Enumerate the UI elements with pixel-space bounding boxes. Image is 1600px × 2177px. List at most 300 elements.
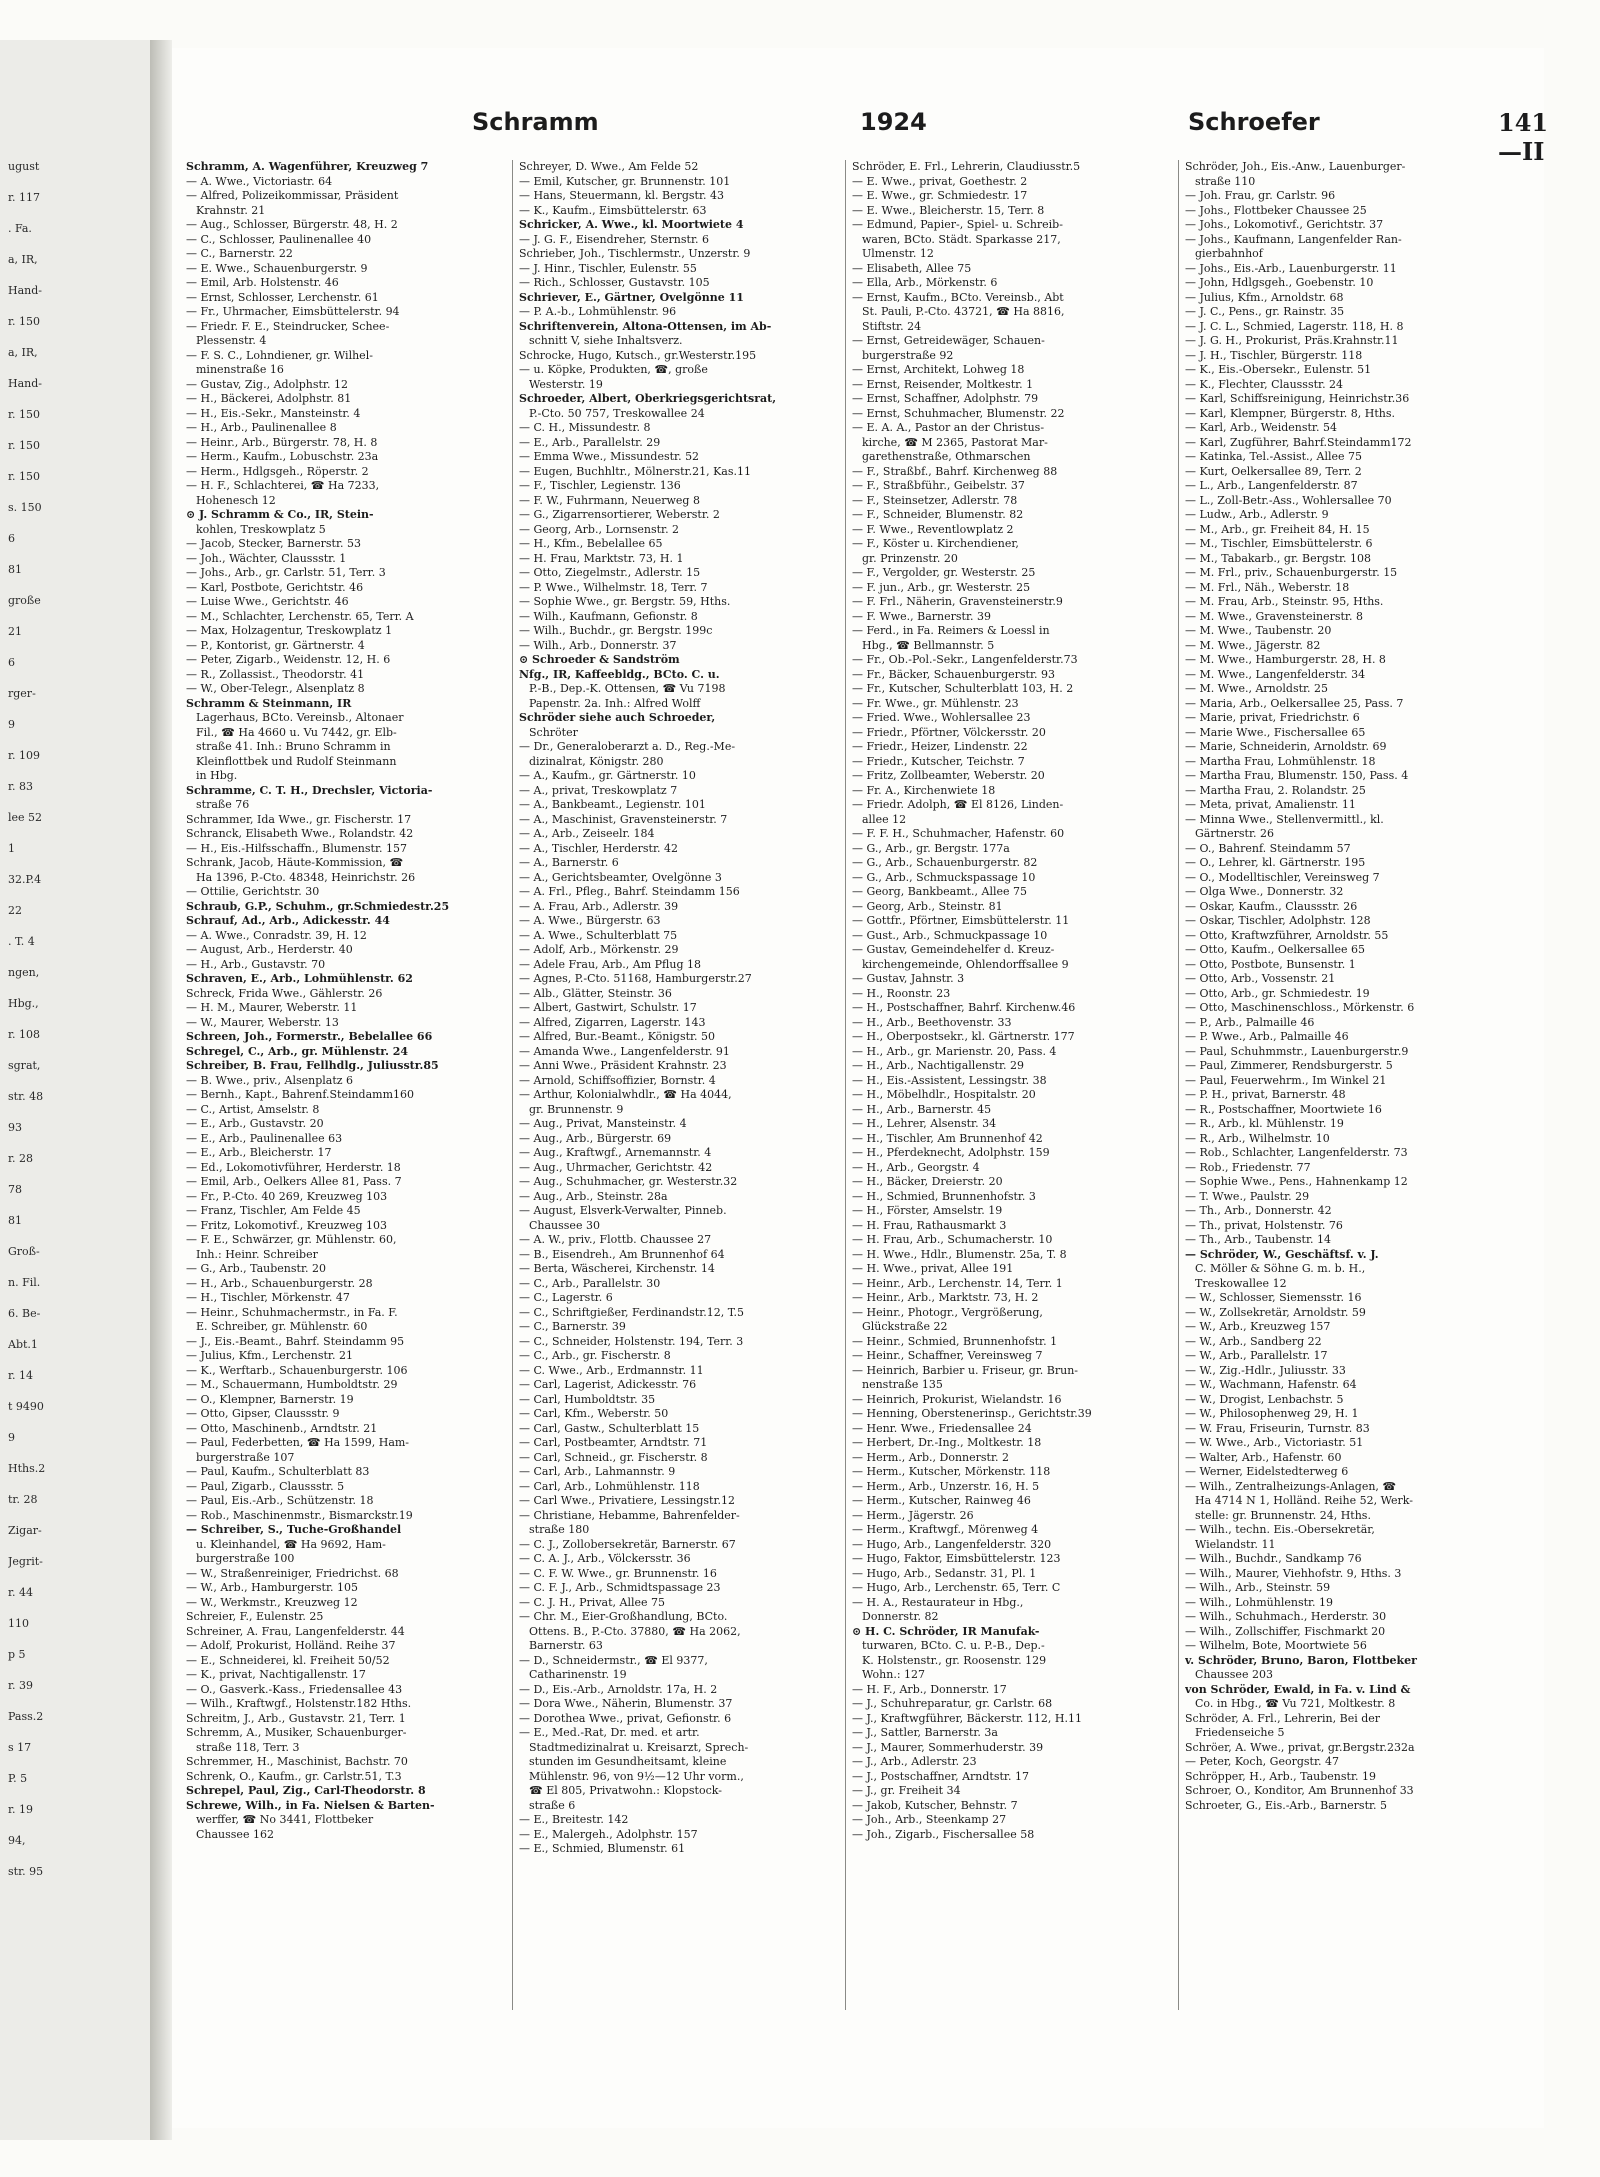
binding-shadow: [150, 40, 172, 2140]
directory-entry: — H. Frau, Rathausmarkt 3: [852, 1218, 1007, 1232]
directory-entry: — H., Tischler, Am Brunnenhof 42: [852, 1131, 1043, 1145]
directory-entry: burgerstraße 100: [196, 1552, 295, 1565]
directory-entry: — E., Arb., Gustavstr. 20: [186, 1117, 324, 1130]
directory-entry: — H., Arb., Schauenburgerstr. 28: [186, 1276, 373, 1290]
directory-entry: Schricker, A. Wwe., kl. Moortwiete 4: [519, 218, 744, 231]
directory-entry: — E., Arb., Parallelstr. 29: [519, 435, 661, 449]
directory-entry: Schriftenverein, Altona-Ottensen, im Ab-: [519, 319, 772, 333]
margin-fragment: . T. 4: [8, 935, 35, 948]
directory-entry: — Johs., Arb., gr. Carlstr. 51, Terr. 3: [186, 566, 386, 579]
directory-entry: — G., Arb., Schauenburgerstr. 82: [852, 856, 1038, 869]
margin-fragment: Abt.1: [8, 1338, 38, 1351]
directory-entry: stelle: gr. Brunnenstr. 24, Hths.: [1195, 1508, 1371, 1522]
directory-entry: — C. A. J., Arb., Völckersstr. 36: [519, 1552, 691, 1565]
directory-entry: — Gustav, Jahnstr. 3: [852, 972, 965, 985]
directory-entry: — Friedr., Pförtner, Völckersstr. 20: [852, 725, 1046, 739]
margin-fragment: t 9490: [8, 1400, 44, 1413]
directory-entry: turwaren, BCto. C. u. P.-B., Dep.-: [862, 1639, 1045, 1652]
directory-entry: — K., Werftarb., Schauenburgerstr. 106: [186, 1363, 408, 1377]
directory-entry: waren, BCto. Städt. Sparkasse 217,: [862, 232, 1061, 246]
directory-entry: — Marie, Schneiderin, Arnoldstr. 69: [1185, 740, 1387, 753]
directory-entry: — W., Arb., Kreuzweg 157: [1185, 1320, 1331, 1333]
directory-entry: Schrieber, Joh., Tischlermstr., Unzerstr. 9: [519, 247, 751, 260]
directory-entry: — Ed., Lokomotivführer, Herderstr. 18: [186, 1160, 401, 1174]
directory-entry: — P., Kontorist, gr. Gärtnerstr. 4: [186, 638, 365, 652]
directory-entry: — Karl, Klempner, Bürgerstr. 8, Hths.: [1185, 406, 1395, 420]
directory-entry: Hohenesch 12: [196, 493, 276, 507]
directory-entry: Donnerstr. 82: [862, 1610, 939, 1623]
directory-entry: — Fried. Wwe., Wohlersallee 23: [852, 711, 1031, 724]
directory-entry: K. Holstenstr., gr. Roosenstr. 129: [862, 1653, 1047, 1667]
directory-entry: — Henning, Oberstenerinsp., Gerichtstr.39: [852, 1407, 1092, 1420]
directory-entry: — Carl, Kfm., Weberstr. 50: [519, 1407, 669, 1420]
directory-entry: — Werner, Eidelstedterweg 6: [1185, 1465, 1349, 1478]
directory-entry: — Wilh., Zollschiffer, Fischmarkt 20: [1185, 1624, 1386, 1638]
directory-entry: — Adele Frau, Arb., Am Pflug 18: [519, 957, 702, 971]
directory-entry: Schreen, Joh., Formerstr., Bebelallee 66: [186, 1030, 433, 1043]
directory-entry: — Ottilie, Gerichtstr. 30: [186, 885, 320, 898]
directory-entry: — F., Straßbführ., Geibelstr. 37: [852, 479, 1025, 492]
directory-entry: Mühlenstr. 96, von 9½—12 Uhr vorm.,: [529, 1769, 744, 1783]
directory-entry: — Ella, Arb., Mörkenstr. 6: [852, 276, 998, 289]
directory-entry: — Fr., Ob.-Pol.-Sekr., Langenfelderstr.73: [852, 653, 1078, 666]
margin-fragment: 93: [8, 1121, 22, 1134]
directory-entry: — Otto, Arb., gr. Schmiedestr. 19: [1185, 986, 1370, 1000]
directory-entry: straße 118, Terr. 3: [196, 1740, 300, 1754]
directory-entry: Chaussee 162: [196, 1827, 274, 1841]
directory-entry: — Aug., Arb., Steinstr. 28a: [519, 1189, 668, 1203]
margin-fragment: 22: [8, 904, 22, 917]
margin-fragment: r. 150: [8, 470, 41, 483]
directory-entry: straße 110: [1195, 174, 1256, 188]
directory-entry: — Paul, Kaufm., Schulterblatt 83: [186, 1465, 370, 1478]
directory-entry: Plessenstr. 4: [196, 334, 267, 347]
directory-entry: — Herm., Hdlgsgeh., Röperstr. 2: [186, 464, 369, 478]
directory-entry: — R., Arb., Wilhelmstr. 10: [1185, 1131, 1330, 1145]
directory-entry: — W., Ober-Telegr., Alsenplatz 8: [186, 682, 365, 695]
directory-entry: — Emil, Kutscher, gr. Brunnenstr. 101: [519, 174, 731, 188]
directory-entry: Lagerhaus, BCto. Vereinsb., Altonaer: [196, 711, 404, 724]
directory-entry: — Peter, Zigarb., Weidenstr. 12, H. 6: [186, 653, 391, 666]
directory-entry: — Schreiber, S., Tuche-Großhandel: [186, 1523, 402, 1536]
directory-entry: ⊙ H. C. Schröder, IR Manufak-: [852, 1624, 1040, 1638]
directory-entry: — Marie, privat, Friedrichstr. 6: [1185, 711, 1360, 724]
directory-entry: straße 6: [529, 1798, 576, 1812]
directory-entry: Schraub, G.P., Schuhm., gr.Schmiedestr.25: [186, 899, 450, 913]
directory-entry: — F., Köster u. Kirchendiener,: [852, 537, 1019, 550]
directory-entry: ☎ El 805, Privatwohn.: Klopstock-: [529, 1784, 722, 1797]
directory-entry: — C. Wwe., Arb., Erdmannstr. 11: [519, 1363, 704, 1377]
directory-entry: — Carl, Arb., Lahmannstr. 9: [519, 1465, 676, 1478]
margin-fragment: str. 95: [8, 1865, 44, 1878]
margin-fragment: r. 83: [8, 780, 34, 793]
directory-entry: — H., Schmied, Brunnenhofstr. 3: [852, 1189, 1036, 1203]
directory-entry: — Wilh., techn. Eis.-Obersekretär,: [1185, 1523, 1375, 1536]
margin-fragment: Jegrit-: [8, 1555, 43, 1568]
directory-entry: — August, Arb., Herderstr. 40: [186, 943, 353, 956]
directory-entry: — Friedr., Heizer, Lindenstr. 22: [852, 740, 1028, 753]
directory-entry: Barnerstr. 63: [529, 1639, 603, 1652]
directory-entry: — Fr., P.-Cto. 40 269, Kreuzweg 103: [186, 1189, 388, 1203]
directory-entry: — R., Arb., kl. Mühlenstr. 19: [1185, 1117, 1344, 1130]
directory-entry: — Th., Arb., Taubenstr. 14: [1185, 1233, 1332, 1246]
directory-entry: Schrauf, Ad., Arb., Adickesstr. 44: [186, 914, 390, 927]
directory-entry: — K., Flechter, Claussstr. 24: [1185, 377, 1344, 391]
directory-entry: — F. Wwe., Reventlowplatz 2: [852, 522, 1014, 536]
directory-entry: — W., Zig.-Hdlr., Juliusstr. 33: [1185, 1363, 1346, 1377]
directory-entry: — H. M., Maurer, Weberstr. 11: [186, 1001, 358, 1014]
directory-entry: — Wilh., Arb., Steinstr. 59: [1185, 1581, 1331, 1594]
directory-entry: — Meta, privat, Amalienstr. 11: [1185, 798, 1356, 811]
directory-entry: — F. W., Fuhrmann, Neuerweg 8: [519, 493, 700, 507]
directory-entry: — Herm., Kaufm., Lobuschstr. 23a: [186, 450, 379, 463]
directory-entry: — H., Oberpostsekr., kl. Gärtnerstr. 177: [852, 1030, 1075, 1043]
directory-entry: — W., Straßenreiniger, Friedrichst. 68: [186, 1566, 399, 1580]
directory-entry: — Aug., Uhrmacher, Gerichtstr. 42: [519, 1160, 713, 1174]
directory-entry: — O., Modelltischler, Vereinsweg 7: [1185, 870, 1380, 884]
directory-entry: gierbahnhof: [1195, 247, 1263, 260]
margin-fragment: r. 28: [8, 1152, 34, 1165]
margin-fragment: große: [8, 594, 41, 607]
directory-entry: — Max, Holzagentur, Treskowplatz 1: [186, 624, 393, 637]
directory-entry: — Ernst, Architekt, Lohweg 18: [852, 363, 1025, 376]
directory-entry: — Carl, Schneid., gr. Fischerstr. 8: [519, 1450, 708, 1464]
directory-entry: — H., Roonstr. 23: [852, 986, 951, 1000]
directory-entry: — H., Förster, Amselstr. 19: [852, 1204, 1003, 1217]
directory-entry: Schröder siehe auch Schroeder,: [519, 711, 716, 724]
margin-fragment: 78: [8, 1183, 22, 1196]
directory-entry: — Ludw., Arb., Adlerstr. 9: [1185, 508, 1329, 521]
directory-entry: dizinalrat, Königstr. 280: [529, 754, 664, 768]
directory-entry: — M. Wwe., Jägerstr. 82: [1185, 638, 1321, 652]
directory-entry: — M. Frau, Arb., Steinstr. 95, Hths.: [1185, 595, 1384, 608]
directory-entry: Stadtmedizinalrat u. Kreisarzt, Sprech-: [529, 1740, 749, 1754]
directory-entry: — u. Köpke, Produkten, ☎, große: [519, 363, 708, 376]
directory-entry: Schrocke, Hugo, Kutsch., gr.Westerstr.195: [519, 348, 757, 362]
directory-entry: — J., Schuhreparatur, gr. Carlstr. 68: [852, 1697, 1053, 1710]
directory-entry: von Schröder, Ewald, in Fa. v. Lind &: [1185, 1682, 1411, 1696]
directory-entry: — A. Wwe., Schulterblatt 75: [519, 928, 678, 942]
directory-entry: — M., Schlachter, Lerchenstr. 65, Terr. A: [186, 609, 414, 623]
directory-entry: — A., Tischler, Herderstr. 42: [519, 841, 679, 855]
directory-entry: — C. J. H., Privat, Allee 75: [519, 1595, 666, 1609]
directory-entry: Schremm, A., Musiker, Schauenburger-: [186, 1726, 407, 1739]
directory-entry: — C. H., Missundestr. 8: [519, 421, 651, 434]
directory-entry: kohlen, Treskowplatz 5: [196, 522, 326, 536]
directory-entry: — Gust., Arb., Schmuckpassage 10: [852, 928, 1048, 942]
directory-entry: Nfg., IR, Kaffeebldg., BCto. C. u.: [519, 667, 720, 681]
directory-entry: — M., Tabakarb., gr. Bergstr. 108: [1185, 551, 1371, 565]
header-first-entry: Schramm: [472, 108, 599, 136]
directory-entry: schnitt V, siehe Inhaltsverz.: [529, 334, 683, 347]
directory-entry: — Walter, Arb., Hafenstr. 60: [1185, 1450, 1342, 1464]
directory-entry: — Maria, Arb., Oelkersallee 25, Pass. 7: [1185, 696, 1404, 710]
directory-entry: Fil., ☎ Ha 4660 u. Vu 7442, gr. Elb-: [196, 725, 397, 739]
directory-entry: — A. Wwe., Conradstr. 39, H. 12: [186, 928, 367, 942]
directory-entry: — B. Wwe., priv., Alsenplatz 6: [186, 1073, 354, 1087]
directory-entry: — Emil, Arb. Holstenstr. 46: [186, 276, 339, 289]
directory-entry: — D., Eis.-Arb., Arnoldstr. 17a, H. 2: [519, 1682, 718, 1696]
directory-entry: — Gustav, Zig., Adolphstr. 12: [186, 377, 348, 391]
directory-entry: — J. C., Pens., gr. Rainstr. 35: [1185, 305, 1345, 318]
directory-entry: — Ernst, Getreidewäger, Schauen-: [852, 334, 1045, 347]
directory-entry: Schriever, E., Gärtner, Ovelgönne 11: [519, 290, 744, 304]
directory-entry: — E. Wwe., Schauenburgerstr. 9: [186, 261, 368, 275]
margin-fragment: 94,: [8, 1834, 26, 1847]
directory-entry: allee 12: [862, 812, 907, 826]
directory-entry: — H., Arb., Georgstr. 4: [852, 1160, 980, 1174]
directory-entry: — A., Kaufm., gr. Gärtnerstr. 10: [519, 769, 696, 782]
directory-entry: gr. Prinzenstr. 20: [862, 551, 958, 565]
directory-entry: — J., Arb., Adlerstr. 23: [852, 1755, 977, 1768]
directory-entry: — Joh. Frau, gr. Carlstr. 96: [1185, 189, 1336, 202]
directory-column-2: [519, 160, 839, 2010]
directory-entry: — Otto, Maschinenb., Arndtstr. 21: [186, 1421, 378, 1435]
directory-entry: Schreiner, A. Frau, Langenfelderstr. 44: [186, 1624, 405, 1638]
directory-entry: — H., Eis.-Hilfsschaffn., Blumenstr. 157: [186, 841, 407, 855]
directory-entry: — Wilh., Zentralheizungs-Anlagen, ☎: [1185, 1479, 1397, 1493]
directory-entry: — Friedr., Kutscher, Teichstr. 7: [852, 754, 1025, 768]
directory-entry: — F., Vergolder, gr. Westerstr. 25: [852, 566, 1036, 579]
margin-fragment: s. 150: [8, 501, 42, 514]
directory-entry: — Wilh., Maurer, Viehhofstr. 9, Hths. 3: [1185, 1566, 1402, 1580]
directory-entry: — J. Hinr., Tischler, Eulenstr. 55: [519, 261, 697, 275]
directory-entry: — H., Pferdeknecht, Adolphstr. 159: [852, 1146, 1050, 1159]
directory-entry: Kleinflottbek und Rudolf Steinmann: [196, 754, 397, 768]
directory-entry: — Aug., Schlosser, Bürgerstr. 48, H. 2: [186, 218, 398, 231]
directory-entry: — August, Elsverk-Verwalter, Pinneb.: [519, 1204, 727, 1217]
directory-entry: — Olga Wwe., Donnerstr. 32: [1185, 885, 1344, 898]
header-year: 1924: [860, 108, 927, 136]
margin-fragment: 81: [8, 1214, 22, 1227]
directory-entry: — Paul, Feuerwehrm., Im Winkel 21: [1185, 1073, 1387, 1087]
directory-entry: — Ernst, Reisender, Moltkestr. 1: [852, 377, 1034, 391]
margin-fragment: r. 39: [8, 1679, 34, 1692]
margin-fragment: Groß-: [8, 1245, 40, 1258]
directory-entry: — Georg, Arb., Lornsenstr. 2: [519, 522, 680, 536]
directory-entry: — H., Arb., Beethovenstr. 33: [852, 1015, 1012, 1029]
directory-entry: — Herm., Kraftwgf., Mörenweg 4: [852, 1523, 1039, 1536]
directory-entry: — Heinr., Photogr., Vergrößerung,: [852, 1305, 1043, 1319]
directory-entry: burgerstraße 92: [862, 348, 954, 362]
directory-entry: — H., Arb., Barnerstr. 45: [852, 1102, 992, 1116]
directory-entry: — M. Wwe., Taubenstr. 20: [1185, 624, 1332, 637]
directory-entry: — Fritz, Zollbeamter, Weberstr. 20: [852, 769, 1045, 782]
margin-fragment: p 5: [8, 1648, 26, 1661]
directory-entry: — Amanda Wwe., Langenfelderstr. 91: [519, 1044, 730, 1058]
directory-entry: — John, Hdlgsgeh., Goebenstr. 10: [1185, 276, 1374, 289]
margin-fragment: r. 109: [8, 749, 41, 762]
directory-entry: — Carl, Arb., Lohmühlenstr. 118: [519, 1479, 700, 1493]
directory-column-4: [1185, 160, 1505, 2010]
margin-fragment: r. 150: [8, 315, 41, 328]
directory-entry: Schroeter, G., Eis.-Arb., Barnerstr. 5: [1185, 1798, 1388, 1812]
directory-entry: — Joh., Arb., Steenkamp 27: [852, 1813, 1007, 1826]
directory-entry: — W., Schlosser, Siemensstr. 16: [1185, 1291, 1362, 1304]
directory-entry: Friedenseiche 5: [1195, 1726, 1285, 1739]
directory-entry: — H. F., Schlachterei, ☎ Ha 7233,: [186, 479, 380, 492]
directory-entry: — C., Schriftgießer, Ferdinandstr.12, T.5: [519, 1305, 744, 1319]
directory-entry: Ulmenstr. 12: [862, 247, 934, 260]
margin-fragment: r. 108: [8, 1028, 41, 1041]
directory-entry: Papenstr. 2a. Inh.: Alfred Wolff: [529, 696, 701, 710]
directory-entry: — Heinr., Schuhmachermstr., in Fa. F.: [186, 1305, 398, 1319]
directory-entry: — Rich., Schlosser, Gustavstr. 105: [519, 276, 710, 289]
directory-entry: — K., Eis.-Obersekr., Eulenstr. 51: [1185, 363, 1372, 376]
directory-entry: E. Schreiber, gr. Mühlenstr. 60: [196, 1320, 368, 1333]
directory-entry: — J. G. H., Prokurist, Präs.Krahnstr.11: [1185, 334, 1399, 347]
margin-fragment: Hths.2: [8, 1462, 46, 1475]
directory-entry: — Martha Frau, Lohmühlenstr. 18: [1185, 754, 1376, 768]
directory-entry: P.-B., Dep.-K. Ottensen, ☎ Vu 7198: [529, 682, 726, 695]
directory-entry: — M., Arb., gr. Freiheit 84, H. 15: [1185, 522, 1370, 536]
directory-entry: — B., Eisendreh., Am Brunnenhof 64: [519, 1247, 725, 1261]
directory-entry: — Herbert, Dr.-Ing., Moltkestr. 18: [852, 1436, 1042, 1449]
directory-entry: — Katinka, Tel.-Assist., Allee 75: [1185, 450, 1363, 463]
directory-entry: — Heinr., Schaffner, Vereinsweg 7: [852, 1349, 1043, 1362]
directory-entry: — W., Maurer, Weberstr. 13: [186, 1015, 339, 1029]
directory-entry: — A., Gerichtsbeamter, Ovelgönne 3: [519, 870, 722, 884]
directory-entry: nenstraße 135: [862, 1378, 943, 1391]
directory-entry: — Otto, Gipser, Claussstr. 9: [186, 1407, 340, 1420]
directory-column-3: [852, 160, 1172, 2010]
directory-entry: Schreier, F., Eulenstr. 25: [186, 1610, 324, 1623]
directory-entry: u. Kleinhandel, ☎ Ha 9692, Ham-: [196, 1537, 386, 1551]
directory-entry: — A. Frau, Arb., Adlerstr. 39: [519, 899, 679, 913]
directory-entry: — P. H., privat, Barnerstr. 48: [1185, 1088, 1346, 1101]
directory-entry: — Georg, Arb., Steinstr. 81: [852, 899, 1003, 913]
directory-entry: — Wilh., Kaufmann, Gefionstr. 8: [519, 609, 698, 623]
directory-entry: — Th., privat, Holstenstr. 76: [1185, 1218, 1343, 1232]
directory-entry: — A., Maschinist, Gravensteinerstr. 7: [519, 812, 728, 826]
margin-fragment: r. 19: [8, 1803, 34, 1816]
directory-entry: Schrammer, Ida Wwe., gr. Fischerstr. 17: [186, 812, 412, 826]
directory-entry: — Heinr., Schmied, Brunnenhofstr. 1: [852, 1334, 1058, 1348]
directory-entry: — Julius, Kfm., Lerchenstr. 21: [186, 1349, 353, 1362]
margin-fragment: 6. Be-: [8, 1307, 41, 1320]
directory-entry: — Johs., Kaufmann, Langenfelder Ran-: [1185, 232, 1402, 246]
directory-entry: — H., Eis.-Sekr., Mansteinstr. 4: [186, 406, 361, 420]
directory-entry: — Heinr., Arb., Marktstr. 73, H. 2: [852, 1291, 1039, 1304]
directory-entry: Schroer, O., Konditor, Am Brunnenhof 33: [1185, 1784, 1414, 1797]
directory-entry: — W., Drogist, Lenbachstr. 5: [1185, 1392, 1344, 1406]
directory-entry: — H., Tischler, Mörkenstr. 47: [186, 1291, 350, 1304]
directory-entry: — Fr., Kutscher, Schulterblatt 103, H. 2: [852, 682, 1074, 695]
directory-entry: Inh.: Heinr. Schreiber: [196, 1247, 318, 1261]
directory-entry: — F. E., Schwärzer, gr. Mühlenstr. 60,: [186, 1233, 397, 1246]
directory-entry: — Heinr., Arb., Bürgerstr. 78, H. 8: [186, 435, 378, 449]
directory-entry: Schreck, Frida Wwe., Gählerstr. 26: [186, 986, 383, 1000]
directory-entry: — H., Kfm., Bebelallee 65: [519, 537, 663, 550]
directory-entry: — Peter, Koch, Georgstr. 47: [1185, 1755, 1339, 1768]
directory-entry: — Oskar, Tischler, Adolphstr. 128: [1185, 914, 1371, 927]
directory-entry: — C., Barnerstr. 39: [519, 1320, 626, 1333]
directory-entry: — Gottfr., Pförtner, Eimsbüttelerstr. 11: [852, 914, 1070, 927]
directory-entry: — Fr. A., Kirchenwiete 18: [852, 783, 996, 797]
directory-entry: — W. Wwe., Arb., Victoriastr. 51: [1185, 1436, 1364, 1449]
directory-entry: — E., Breitestr. 142: [519, 1813, 629, 1826]
directory-entry: — C., Lagerstr. 6: [519, 1291, 613, 1304]
directory-entry: — Paul, Zigarb., Claussstr. 5: [186, 1479, 345, 1493]
directory-entry: — Otto, Postbote, Bunsenstr. 1: [1185, 957, 1356, 971]
directory-entry: — Heinr., Arb., Lerchenstr. 14, Terr. 1: [852, 1276, 1063, 1290]
directory-entry: — Eugen, Buchhltr., Mölnerstr.21, Kas.11: [519, 464, 751, 478]
directory-entry: — Friedr. F. E., Steindrucker, Schee-: [186, 319, 390, 333]
directory-entry: — H. Frau, Marktstr. 73, H. 1: [519, 551, 684, 565]
directory-entry: ⊙ Schroeder & Sandström: [519, 653, 680, 666]
directory-entry: — H., Arb., gr. Marienstr. 20, Pass. 4: [852, 1044, 1057, 1058]
directory-entry: — Adolf, Prokurist, Holländ. Reihe 37: [186, 1639, 396, 1652]
directory-entry: — Carl Wwe., Privatiere, Lessingstr.12: [519, 1494, 735, 1507]
directory-entry: — C., Schlosser, Paulinenallee 40: [186, 232, 372, 246]
directory-entry: — H., Lehrer, Alsenstr. 34: [852, 1117, 997, 1130]
margin-fragment: ngen,: [8, 966, 40, 979]
directory-entry: — R., Postschaffner, Moortwiete 16: [1185, 1102, 1382, 1116]
directory-entry: — W., Arb., Hamburgerstr. 105: [186, 1581, 358, 1594]
directory-entry: — K., Kaufm., Eimsbüttelerstr. 63: [519, 203, 707, 217]
margin-fragment: 21: [8, 625, 22, 638]
directory-entry: straße 76: [196, 798, 250, 811]
directory-entry: — J., Eis.-Beamt., Bahrf. Steindamm 95: [186, 1334, 405, 1348]
directory-entry: Schrewe, Wilh., in Fa. Nielsen & Barten-: [186, 1798, 435, 1812]
directory-entry: — Herm., Kutscher, Rainweg 46: [852, 1494, 1031, 1507]
margin-fragment: Zigar-: [8, 1524, 42, 1537]
directory-entry: — Martha Frau, 2. Rolandstr. 25: [1185, 783, 1366, 797]
directory-entry: — Agnes, P.-Cto. 51168, Hamburgerstr.27: [519, 972, 752, 985]
directory-entry: Hbg., ☎ Bellmannstr. 5: [862, 638, 995, 652]
directory-entry: — C. J., Zollobersekretär, Barnerstr. 67: [519, 1537, 736, 1551]
directory-entry: Schramm, A. Wagenführer, Kreuzweg 7: [186, 160, 429, 173]
directory-entry: Schreiber, B. Frau, Fellhdlg., Juliusstr.85: [186, 1059, 439, 1072]
directory-entry: — Otto, Kaufm., Oelkersallee 65: [1185, 943, 1366, 956]
directory-entry: — M. Wwe., Gravensteinerstr. 8: [1185, 609, 1363, 623]
margin-fragment: Hand-: [8, 377, 42, 390]
margin-fragment: n. Fil.: [8, 1276, 41, 1289]
directory-entry: — W., Werkmstr., Kreuzweg 12: [186, 1595, 358, 1609]
directory-entry: — Wilhelm, Bote, Moortwiete 56: [1185, 1639, 1367, 1652]
directory-entry: stunden im Gesundheitsamt, kleine: [529, 1755, 727, 1768]
directory-entry: — H., Arb., Nachtigallenstr. 29: [852, 1059, 1025, 1072]
margin-fragment: str. 48: [8, 1090, 44, 1103]
directory-entry: — Dorothea Wwe., privat, Gefionstr. 6: [519, 1711, 732, 1725]
directory-entry: — Rob., Schlachter, Langenfelderstr. 73: [1185, 1146, 1408, 1159]
margin-fragment: r. 44: [8, 1586, 34, 1599]
directory-entry: Schröpper, H., Arb., Taubenstr. 19: [1185, 1769, 1376, 1783]
directory-entry: — Oskar, Kaufm., Claussstr. 26: [1185, 899, 1358, 913]
directory-entry: — Dora Wwe., Näherin, Blumenstr. 37: [519, 1697, 733, 1710]
directory-entry: — Albert, Gastwirt, Schulstr. 17: [519, 1001, 697, 1014]
directory-entry: — W. Frau, Friseurin, Turnstr. 83: [1185, 1421, 1370, 1435]
directory-entry: P.-Cto. 50 757, Treskowallee 24: [529, 406, 705, 420]
directory-entry: — Christiane, Hebamme, Bahrenfelder-: [519, 1508, 740, 1522]
margin-fragment: 6: [8, 532, 15, 545]
directory-entry: — F. S. C., Lohndiener, gr. Wilhel-: [186, 348, 373, 362]
directory-entry: — H., Arb., Gustavstr. 70: [186, 957, 326, 971]
directory-entry: Gärtnerstr. 26: [1195, 827, 1274, 840]
directory-entry: — Johs., Flottbeker Chaussee 25: [1185, 203, 1367, 217]
directory-entry: — M., Tischler, Eimsbüttelerstr. 6: [1185, 537, 1373, 550]
directory-entry: — Heinrich, Prokurist, Wielandstr. 16: [852, 1392, 1062, 1406]
directory-entry: — L., Zoll-Betr.-Ass., Wohlersallee 70: [1185, 493, 1392, 507]
directory-entry: — M. Frl., Näh., Weberstr. 18: [1185, 580, 1350, 594]
directory-entry: — Herm., Kutscher, Mörkenstr. 118: [852, 1465, 1051, 1478]
directory-entry: — Alfred, Polizeikommissar, Präsident: [186, 189, 399, 202]
margin-fragment: tr. 28: [8, 1493, 38, 1506]
directory-entry: — E. A. A., Pastor an der Christus-: [852, 421, 1045, 434]
directory-entry: — M. Wwe., Hamburgerstr. 28, H. 8: [1185, 653, 1386, 666]
directory-entry: — H. Wwe., Hdlr., Blumenstr. 25a, T. 8: [852, 1247, 1067, 1261]
directory-entry: Catharinenstr. 19: [529, 1668, 627, 1681]
